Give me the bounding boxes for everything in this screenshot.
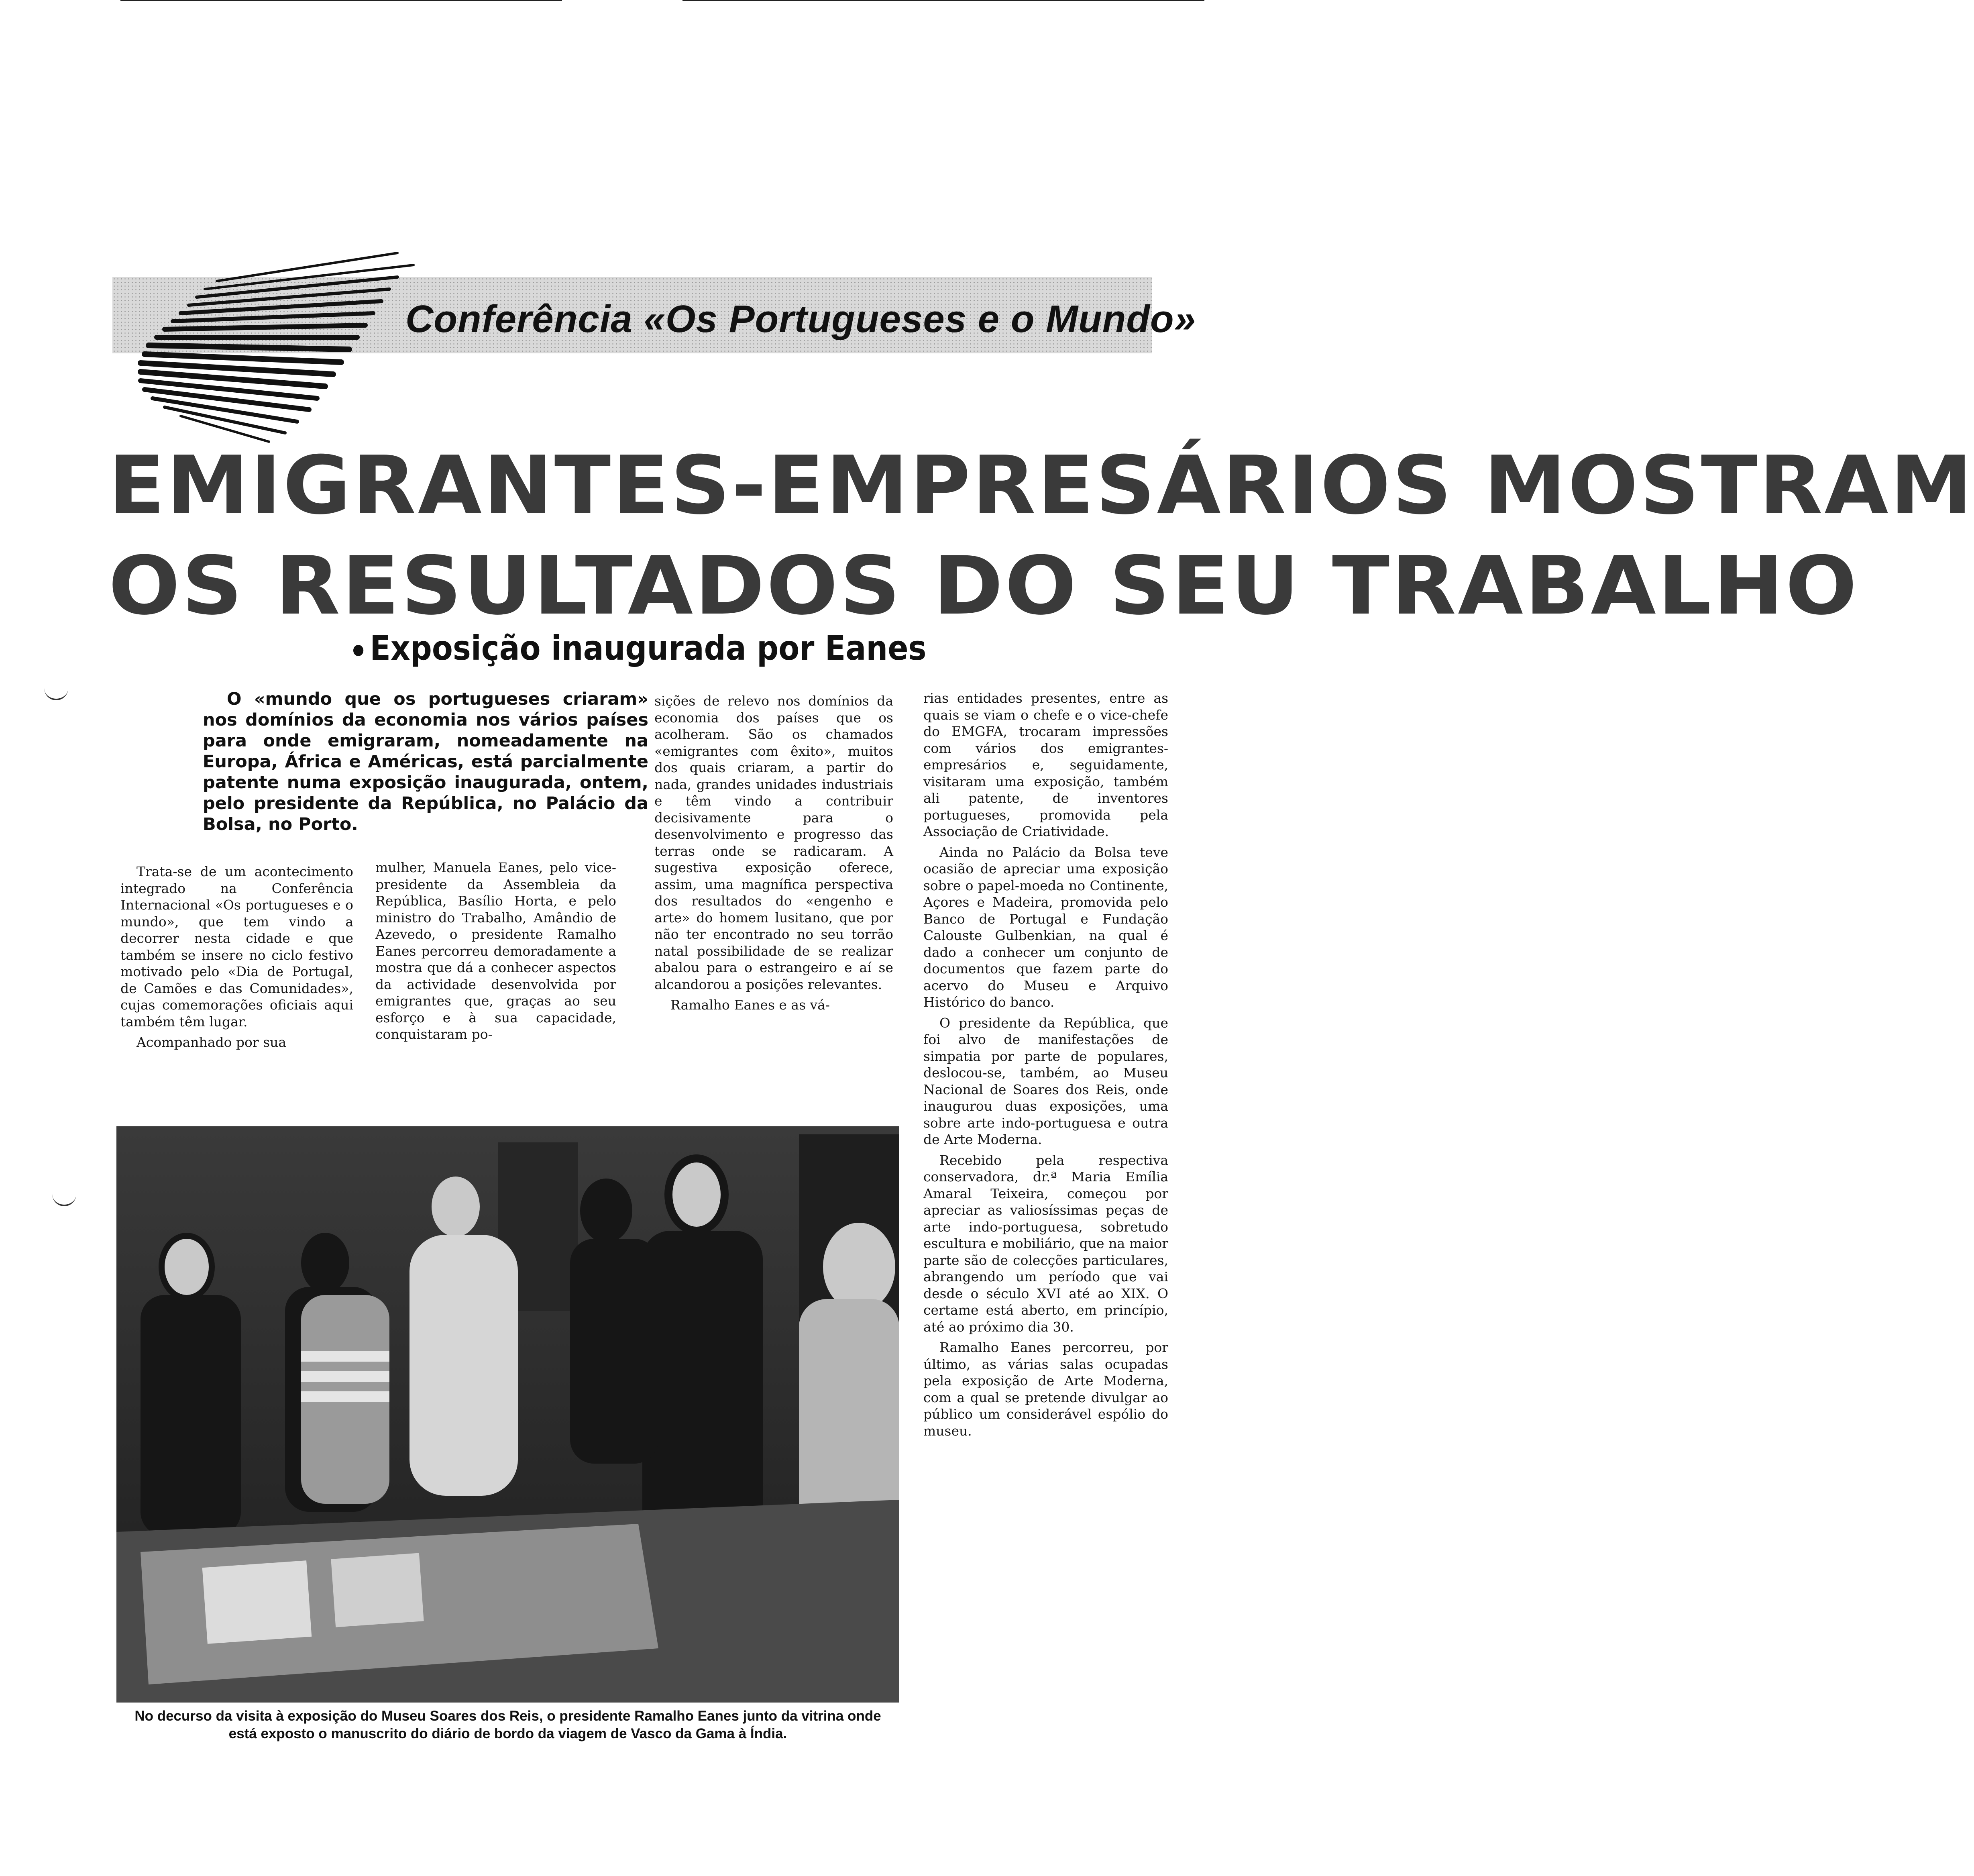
binder-mark (44, 683, 68, 700)
paragraph: rias entidades presentes, entre as quais se viam o chefe e o vice-chefe do EMGFA, trocaram impressões com vários dos emigrantes-empresários e, seguidamente, visitaram uma exposição, também ali patente, de inventores portugueses, promovida pela Associação de Criatividade. (923, 690, 1168, 839)
top-rule-right (682, 0, 1204, 1)
paragraph: Recebido pela respectiva conservadora, dr.ª Maria Emília Amaral Teixeira, começou por apreciar as valiosíssimas peças de arte indo-portuguesa, sobretudo escultura e mobiliário, que na maior parte são de colecções particulares, abrangendo um período que vai desde o século XVI até ao XIX. O certame está aberto, em princípio, até ao próximo dia 30. (923, 1152, 1168, 1335)
binder-mark (52, 1189, 76, 1206)
headline-line-1: EMIGRANTES-EMPRESÁRIOS MOSTRAM (108, 439, 1974, 532)
lead-paragraph: O «mundo que os portugueses criaram» nos domínios da economia nos vários países para onde emigraram, nomeadamente na Europa, África e Américas, está parcialmente patente numa exposição inaugurada, ontem, pelo presidente da República, no Palácio da Bolsa, no Porto. (203, 689, 648, 834)
paragraph: sições de relevo nos domínios da economia dos países que os acolheram. São os chamados «emigrantes com êxito», muitos dos quais criaram, a partir do nada, grandes unidades industriais e têm vindo a contribuir decisivamente para o desenvolvimento e progresso das terras onde se radicaram. A sugestiva exposição oferece, assim, uma magnífica perspectiva dos resultados do «engenho e arte» do homem lusitano, que por não ter encontrado no seu torrão natal possibilidade de se realizar abalou para o estrangeiro e aí se alcandorou a posições relevantes. (654, 693, 893, 992)
striped-globe-logo (108, 249, 414, 450)
article-column-1 (120, 863, 353, 1055)
paragraph: Ainda no Palácio da Bolsa teve ocasião de apreciar uma exposição sobre o papel-moeda no Continente, Açores e Madeira, promovida pelo Banco de Portugal e Fundação Calouste Gulbenkian, na qual é dado a conhecer um conjunto de documentos que fazem parte do acervo do Museu e Arquivo Histórico do banco. (923, 844, 1168, 1010)
paragraph: Trata-se de um acontecimento integrado na Conferência Internacional «Os portugueses e o mundo», que tem vindo a decorrer nesta cidade e que também se insere no ciclo festivo motivado pelo «Dia de Portugal, de Camões e das Comunidades», cujas comemorações oficiais aqui também têm lugar. (120, 864, 353, 1030)
article-column-2 (375, 859, 616, 1047)
top-rule-left (120, 0, 562, 1)
paragraph: Ramalho Eanes percorreu, por último, as várias salas ocupadas pela exposição de Arte Moderna, com a qual se pretende divulgar ao público um considerável espólio do museu. (923, 1340, 1168, 1439)
paragraph: Ramalho Eanes e as vá- (670, 997, 830, 1013)
section-title: Conferência «Os Portugueses e o Mundo» (405, 298, 1196, 341)
paragraph: O presidente da República, que foi alvo de manifestações de simpatia por parte de populares, deslocou-se, também, ao Museu Nacional de Soares dos Reis, onde inaugurou duas exposições, uma sobre arte indo-portuguesa e outra de Arte Moderna. (923, 1015, 1168, 1147)
photo-illustration (116, 1126, 899, 1703)
photo-caption: No decurso da visita à exposição do Museu Soares dos Reis, o presidente Ramalho Eanes junto da vitrina onde está exposto o manuscrito do diário de bordo da viagem de Vasco da Gama à Índia. (134, 1708, 881, 1741)
bullet-icon (353, 645, 363, 656)
subheadline: Exposição inaugurada por Eanes (353, 628, 895, 668)
article-column-3 (654, 693, 893, 1018)
paragraph: Acompanhado por sua (136, 1034, 287, 1050)
paragraph: mulher, Manuela Eanes, pelo vice-presidente da Assembleia da República, Basílio Horta, e pelo ministro do Trabalho, Amândio de Azevedo, o presidente Ramalho Eanes percorreu demoradamente a mostra que dá a conhecer aspectos da actividade desenvolvida por emigrantes que, graças ao seu esforço e à sua capacidade, conquistaram po- (375, 860, 616, 1042)
news-photo (116, 1126, 899, 1703)
headline-line-2: OS RESULTADOS DO SEU TRABALHO (108, 539, 1859, 633)
article-column-4 (923, 690, 1168, 1443)
